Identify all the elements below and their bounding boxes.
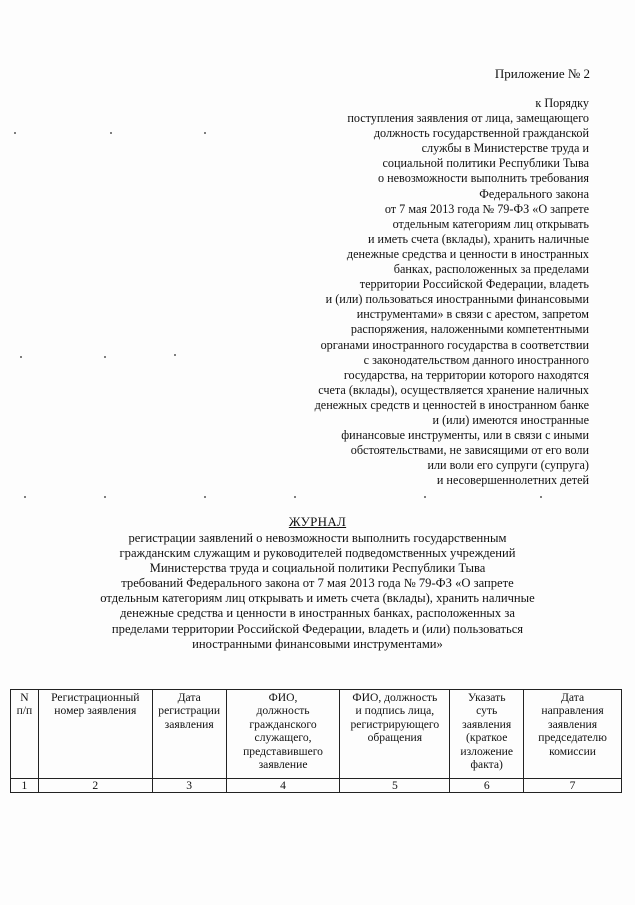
header-line: суть (476, 704, 498, 718)
header-line: регистрации (158, 704, 221, 718)
scan-speck (24, 496, 26, 498)
order-line: органами иностранного государства в соответствии (320, 337, 589, 352)
order-line: финансовые инструменты, или в связи с иными (341, 428, 589, 443)
order-line: социальной политики Республики Тыва (382, 156, 589, 171)
header-line: служащего, (254, 731, 312, 745)
col-header-reg-date (152, 690, 226, 779)
header-line: обращения (367, 731, 423, 745)
header-line: комиссии (549, 744, 596, 758)
subtitle-line: пределами территории Российской Федерации, владеть и (или) пользоваться (111, 621, 524, 636)
header-line: заявления (462, 717, 512, 731)
scan-speck (104, 356, 106, 358)
header-line: ФИО, (268, 691, 298, 704)
table-cell: 5 (340, 779, 450, 793)
order-line: Федерального закона (479, 186, 589, 201)
subtitle-line: отдельным категориям лиц открывать и иметь счета (вклады), хранить наличные (100, 591, 535, 606)
order-line: должность государственной гражданской (373, 126, 589, 141)
order-line: к Порядку (535, 96, 589, 110)
header-line: направления (541, 704, 604, 718)
order-line: и (или) пользоваться иностранными финансовыми (325, 292, 589, 307)
order-line: о невозможности выполнить требования (377, 171, 589, 186)
header-line: заявления (164, 717, 214, 731)
order-line: банках, расположенных за пределами (393, 262, 589, 277)
order-reference-block (259, 96, 589, 488)
scan-speck (14, 132, 16, 134)
subtitle-line: регистрации заявлений о невозможности выполнить государственным (128, 531, 507, 545)
order-line: службы в Министерстве труда и (421, 141, 589, 156)
header-line: Дата (177, 691, 201, 704)
order-line: денежных средств и ценностей в иностранном банке (314, 397, 589, 412)
header-line: заявления (548, 717, 598, 731)
header-line: и подпись лица, (355, 704, 435, 718)
order-line: и (или) имеются иностранные (432, 412, 589, 427)
subtitle-line: гражданским служащим и руководителей подведомственных учреждений (119, 546, 516, 561)
order-line: государства, на территории которого находятся (343, 367, 589, 382)
appendix-label: Приложение № 2 (494, 66, 590, 81)
header-line: ФИО, должность (352, 691, 438, 704)
subtitle-line: иностранными финансовыми инструментами» (192, 636, 443, 651)
order-line: и несовершеннолетних детей (436, 473, 589, 488)
header-line: регистрирующего (350, 717, 440, 731)
header-line: заявление (258, 758, 308, 772)
order-line: счета (вклады), осуществляется хранение наличных (318, 382, 589, 397)
table-cell: 2 (38, 779, 152, 793)
subtitle-line: требований Федерального закона от 7 мая 2013 года № 79-ФЗ «О запрете (121, 576, 514, 591)
header-line: (краткое (466, 731, 508, 745)
header-line: председателю (538, 731, 607, 745)
header-row (11, 690, 622, 779)
journal-title: ЖУРНАЛ (288, 514, 347, 529)
table-cell: 4 (226, 779, 340, 793)
scan-speck (174, 354, 176, 356)
col-header-reg-number (38, 690, 152, 779)
order-line: распоряжения, наложенными компетентными (350, 322, 589, 337)
scan-speck (540, 496, 542, 498)
order-line: денежные средства и ценности в иностранных (346, 246, 589, 261)
subtitle-line: денежные средства и ценности в иностранных банках, расположенных за (120, 606, 515, 621)
subtitle-line: Министерства труда и социальной политики Республики Тыва (149, 561, 486, 576)
order-line: поступления заявления от лица, замещающего (347, 111, 589, 126)
header-line: факта) (470, 758, 503, 772)
col-header-sent-date (524, 690, 622, 779)
scan-speck (424, 496, 426, 498)
header-line: N (20, 691, 29, 704)
header-line: изложение (460, 744, 514, 758)
header-line: номер заявления (54, 704, 137, 718)
header-line: Дата (561, 691, 585, 704)
order-line: или воли его супруги (супруга) (427, 458, 589, 473)
table-cell: 3 (152, 779, 226, 793)
order-line: с законодательством данного иностранного (363, 352, 589, 367)
col-header-employee (226, 690, 340, 779)
header-line: п/п (16, 704, 33, 718)
order-line: отдельным категориям лиц открывать (392, 216, 589, 231)
header-line: Указать (467, 691, 506, 704)
journal-subtitle (60, 531, 575, 652)
col-header-number (11, 690, 39, 779)
scan-speck (20, 356, 22, 358)
scan-speck (294, 496, 296, 498)
register-table (10, 689, 622, 793)
table-cell: 1 (11, 779, 39, 793)
col-header-registrar (340, 690, 450, 779)
order-line: инструментами» в связи с арестом, запретом (356, 307, 589, 322)
col-header-summary (450, 690, 524, 779)
order-line: обстоятельствами, не зависящими от его воли (350, 443, 589, 458)
header-line: представившего (243, 744, 323, 758)
header-line: должность (256, 704, 310, 718)
scan-speck (204, 496, 206, 498)
table-row (11, 779, 622, 793)
header-line: Регистрационный (51, 691, 140, 704)
scan-speck (204, 132, 206, 134)
scan-speck (104, 496, 106, 498)
order-line: и иметь счета (вклады), хранить наличные (367, 231, 589, 246)
table-cell: 6 (450, 779, 524, 793)
order-line: от 7 мая 2013 года № 79-ФЗ «О запрете (384, 201, 589, 216)
table-cell: 7 (524, 779, 622, 793)
scan-speck (110, 132, 112, 134)
header-line: гражданского (249, 717, 317, 731)
order-line: территории Российской Федерации, владеть (359, 277, 589, 292)
